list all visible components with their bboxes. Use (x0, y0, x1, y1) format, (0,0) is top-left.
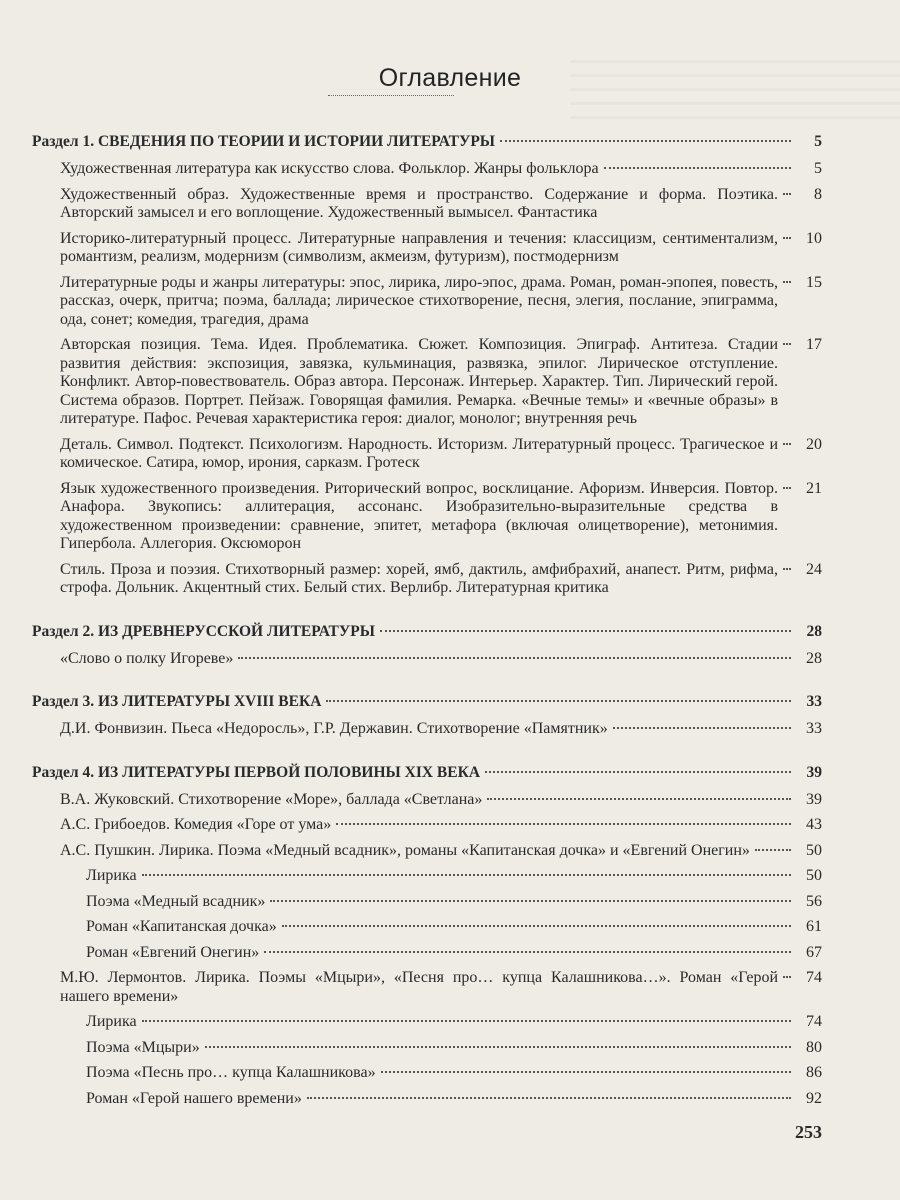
entry-page-number: 17 (806, 336, 822, 353)
entry-title: Художественная литература как искусство слова. Фольклор. Жанры фольклора (60, 160, 599, 177)
toc-entry[interactable] (32, 436, 822, 473)
section-page-number: 28 (806, 622, 822, 640)
toc-entry[interactable] (32, 650, 822, 669)
entry-title: В.А. Жуковский. Стихотворение «Море», баллада «Светлана» (60, 790, 483, 808)
toc-subentry[interactable] (32, 944, 822, 963)
entry-page-number: 8 (814, 185, 822, 203)
section-page-number: 5 (814, 133, 822, 150)
dot-leader (380, 630, 791, 632)
dot-leader (336, 823, 791, 825)
section-heading[interactable] (32, 690, 822, 713)
toc-entry[interactable] (32, 720, 822, 739)
entry-title: Поэма «Медный всадник» (86, 892, 266, 910)
toc-entry[interactable] (32, 561, 822, 598)
toc-entry[interactable] (32, 186, 822, 223)
entry-page-number: 20 (806, 435, 822, 453)
entry-page-number: 5 (814, 160, 822, 177)
toc-subentry[interactable] (32, 1013, 822, 1032)
dot-leader (487, 798, 791, 800)
entry-page-number: 67 (806, 943, 822, 961)
dot-leader (604, 167, 791, 169)
section-heading[interactable] (32, 761, 822, 784)
entry-page-number: 43 (806, 816, 822, 833)
dot-leader (238, 657, 791, 659)
dot-leader (783, 193, 791, 195)
section-heading[interactable] (32, 130, 822, 153)
title-underline (328, 95, 454, 96)
section-title: Раздел 2. ИЗ ДРЕВНЕРУССКОЙ ЛИТЕРАТУРЫ (32, 622, 375, 640)
dot-leader (282, 925, 791, 927)
toc-subentry[interactable] (32, 918, 822, 937)
dot-leader (783, 487, 791, 489)
dot-leader (783, 237, 791, 239)
section-title: Раздел 3. ИЗ ЛИТЕРАТУРЫ XVIII ВЕКА (32, 693, 322, 710)
entry-page-number: 21 (806, 479, 822, 497)
section-title: Раздел 1. СВЕДЕНИЯ ПО ТЕОРИИ И ИСТОРИИ ЛИТЕРАТУРЫ (32, 133, 496, 150)
entry-title: Стиль. Проза и поэзия. Стихотворный размер: хорей, ямб, дактиль, амфибрахий, анапест. Ритм, рифма, строфа. Дольник. Акцентный стих. Белый стих. Верлибр. Литературная критика (60, 560, 778, 596)
entry-title: Язык художественного произведения. Риторический вопрос, восклицание. Афоризм. Инверсия. Повтор. Анафора. Звукопись: аллитерация, ассонанс. Изобразительно-выразительные средства в художественном произведении: сравнение, эпитет, метафора (включая олицетворение), метонимия. Гипербола. Аллегория. Оксюморон (60, 479, 778, 552)
dot-leader (205, 1046, 791, 1048)
dot-leader (783, 976, 791, 978)
entry-title: Художественный образ. Художественные время и пространство. Содержание и форма. Поэтика. Авторский замысел и его воплощение. Художественный вымысел. Фантастика (60, 185, 778, 221)
section-page-number: 39 (806, 763, 822, 781)
entry-page-number: 50 (806, 841, 822, 859)
entry-page-number: 86 (806, 1064, 822, 1081)
dot-leader (326, 700, 791, 702)
entry-title: Роман «Герой нашего времени» (86, 1089, 302, 1107)
entry-page-number: 92 (806, 1089, 822, 1107)
entry-title: А.С. Грибоедов. Комедия «Горе от ума» (60, 816, 332, 833)
entry-title: Авторская позиция. Тема. Идея. Проблематика. Сюжет. Композиция. Эпиграф. Антитеза. Стадии развития действия: экспозиция, завязка, кульминация, развязка, эпилог. Лирическое отступление. Конфликт. Автор-повествователь. Образ автора. Персонаж. Интерьер. Характер. Тип. Лирический герой. Система образов. Портрет. Пейзаж. Говорящая фамилия. Ремарка. «Вечные темы» и «вечные образы» в литературе. Пафос. Речевая характеристика героя: диалог, монолог; внутренняя речь (60, 336, 778, 427)
entry-page-number: 56 (806, 892, 822, 910)
dot-leader (485, 771, 791, 773)
toc-entry[interactable] (32, 791, 822, 810)
entry-title: «Слово о полку Игореве» (60, 649, 234, 667)
entry-page-number: 61 (806, 918, 822, 935)
entry-page-number: 74 (806, 1013, 822, 1030)
entry-page-number: 74 (806, 969, 822, 986)
toc-subentry[interactable] (32, 1039, 822, 1058)
dot-leader (783, 568, 791, 570)
entry-title: А.С. Пушкин. Лирика. Поэма «Медный всадник», романы «Капитанская дочка» и «Евгений Онегин» (60, 841, 750, 859)
toc-subentry[interactable] (32, 867, 822, 886)
entry-title: Лирика (86, 1013, 137, 1030)
toc-entry[interactable] (32, 969, 822, 1006)
entry-title: Д.И. Фонвизин. Пьеса «Недоросль», Г.Р. Державин. Стихотворение «Памятник» (60, 720, 608, 737)
toc-subentry[interactable] (32, 1090, 822, 1109)
toc-subentry[interactable] (32, 1064, 822, 1083)
toc-entry[interactable] (32, 274, 822, 330)
entry-title: М.Ю. Лермонтов. Лирика. Поэмы «Мцыри», «Песня про… купца Калашникова…». Роман «Герой нашего времени» (60, 969, 778, 1005)
dot-leader (500, 140, 791, 142)
dot-leader (264, 951, 791, 953)
dot-leader (613, 727, 791, 729)
toc-entry[interactable] (32, 336, 822, 429)
entry-title: Поэма «Песнь про… купца Калашникова» (86, 1064, 376, 1081)
toc-entry[interactable] (32, 160, 822, 179)
entry-title: Поэма «Мцыри» (86, 1038, 200, 1056)
section-heading[interactable] (32, 620, 822, 643)
section-page-number: 33 (806, 693, 822, 710)
table-of-contents (32, 130, 822, 1108)
dot-leader (381, 1071, 791, 1073)
entry-title: Историко-литературный процесс. Литературные направления и течения: классицизм, сентиментализм, романтизм, реализм, модернизм (символизм, акмеизм, футуризм), постмодернизм (60, 229, 778, 265)
dot-leader (142, 874, 791, 876)
entry-title: Лирика (86, 867, 137, 884)
entry-page-number: 10 (806, 229, 822, 247)
toc-entry[interactable] (32, 230, 822, 267)
toc-entry[interactable] (32, 842, 822, 861)
entry-page-number: 39 (806, 790, 822, 808)
section-title: Раздел 4. ИЗ ЛИТЕРАТУРЫ ПЕРВОЙ ПОЛОВИНЫ XIX ВЕКА (32, 763, 481, 781)
page-number: 253 (795, 1122, 822, 1142)
dot-leader (783, 343, 791, 345)
entry-title: Деталь. Символ. Подтекст. Психологизм. Народность. Историзм. Литературный процесс. Трагическое и комическое. Сатира, юмор, ирония, сарказм. Гротеск (60, 435, 778, 471)
dot-leader (755, 849, 791, 851)
entry-page-number: 80 (806, 1038, 822, 1056)
dot-leader (142, 1020, 791, 1022)
dot-leader (270, 900, 791, 902)
entry-page-number: 28 (806, 649, 822, 667)
entry-page-number: 33 (806, 720, 822, 737)
entry-page-number: 50 (806, 867, 822, 884)
page-title: Оглавление (378, 64, 522, 92)
entry-title: Роман «Капитанская дочка» (86, 918, 277, 935)
entry-title: Роман «Евгений Онегин» (86, 943, 260, 961)
entry-page-number: 15 (806, 273, 822, 291)
dot-leader (783, 281, 791, 283)
entry-page-number: 24 (806, 560, 822, 578)
entry-title: Литературные роды и жанры литературы: эпос, лирика, лиро-эпос, драма. Роман, роман-эпопея, повесть, рассказ, очерк, притча; поэма, баллада; лирическое стихотворение, песня, элегия, послание, эпиграмма, ода, сонет; комедия, трагедия, драма (60, 273, 778, 328)
toc-entry[interactable] (32, 480, 822, 554)
dot-leader (307, 1097, 791, 1099)
dot-leader (783, 443, 791, 445)
toc-entry[interactable] (32, 816, 822, 835)
toc-subentry[interactable] (32, 893, 822, 912)
